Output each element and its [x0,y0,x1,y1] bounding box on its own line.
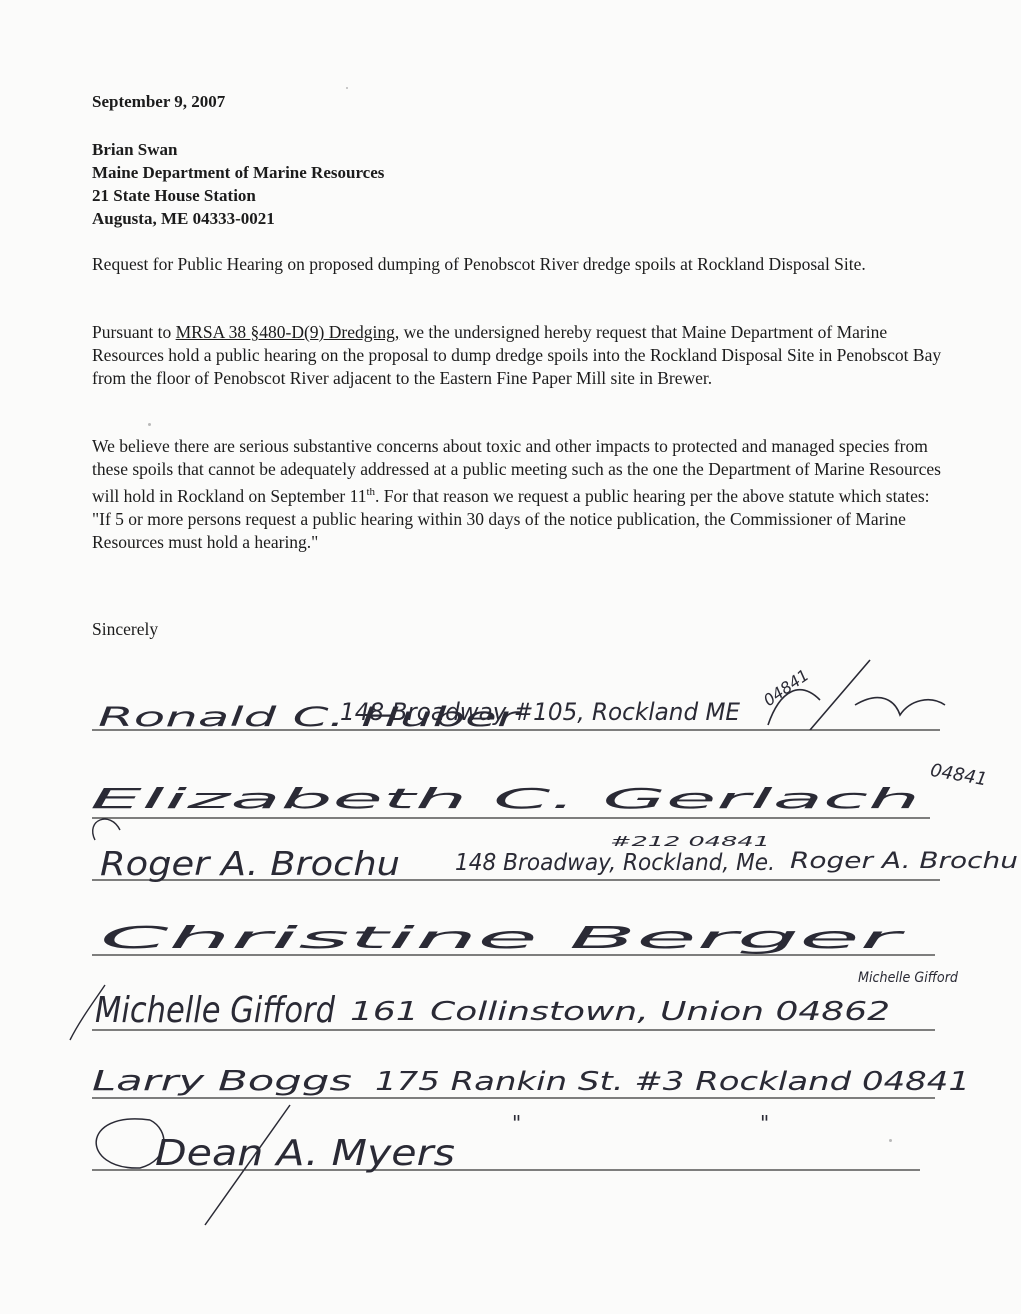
brochu-signature: Roger A. Brochu [790,849,1018,874]
gifford-address: 161 Collinstown, Union 04862 [350,997,890,1027]
berger-name: Christine Berger [100,921,906,956]
closing: Sincerely [92,619,159,639]
concerns-post: . For that reason we request a public hearing per the above statute which states: "If 5 or more persons request a public hearing within 30 days of the notice publication, the Commissioner of Marine Resources must hold a hearing." [92,485,930,552]
statute-reference: MRSA 38 §480-D(9) Dredging, [175,322,400,342]
myers-name: Dean A. Myers [155,1133,455,1174]
signature-row-huber [98,660,945,733]
gifford-printed: Michelle Gifford [858,970,959,986]
signature-row-gerlach [90,760,989,840]
letter-date: September 9, 2007 [92,92,226,111]
huber-address: 148 Broadway #105, Rockland ME [340,698,741,726]
request-pre: Pursuant to [92,322,176,342]
ditto-mark: " [512,1111,522,1135]
gerlach-line: Elizabeth C. Gerlach [90,782,920,815]
signature-row-myers [96,1105,769,1225]
recipient-name: Brian Swan [92,140,178,159]
huber-zip: 04841 [759,665,813,711]
request-post: we the undersigned hereby request that Maine Department of Marine Resources hold a public hearing on the proposal to dump dredge spoils into the Rockland Disposal Site in Penobscot Bay from the floor of Penobscot River adjacent to the Eastern Fine Paper Mill site in Brewer. [92,322,942,388]
brochu-note: #212 04841 [610,835,770,850]
huber-name: Ronald C. Huber [98,702,522,733]
recipient-organization: Maine Department of Marine Resources [92,163,385,182]
recipient-street: 21 State House Station [92,186,256,205]
boggs-address: 175 Rankin St. #3 Rockland 04841 [375,1067,970,1097]
signature-row-boggs [92,1064,970,1097]
gerlach-flourish [93,819,120,840]
signature-row-berger [100,921,905,956]
gerlach-zip: 04841 [928,759,989,791]
brochu-address: 148 Broadway, Rockland, Me. [455,850,775,876]
recipient-city: Augusta, ME 04333-0021 [92,209,275,228]
concerns-pre: We believe there are serious substantive concerns about toxic and other impacts to protected and managed species from these spoils that cannot be adequately addressed at a public meeting such as the one the Department of Marine Resources will hold in Rockland on September 11 [92,436,941,506]
concerns-sup: th [366,486,376,498]
signature-row-brochu [100,835,1018,883]
boggs-name: Larry Boggs [92,1064,352,1097]
subject-paragraph: Request for Public Hearing on proposed dumping of Penobscot River dredge spoils at Rockland Disposal Site. [92,254,866,274]
gifford-name: Michelle Gifford [95,990,336,1031]
ditto-mark: " [760,1111,770,1135]
brochu-name: Roger A. Brochu [100,844,400,883]
